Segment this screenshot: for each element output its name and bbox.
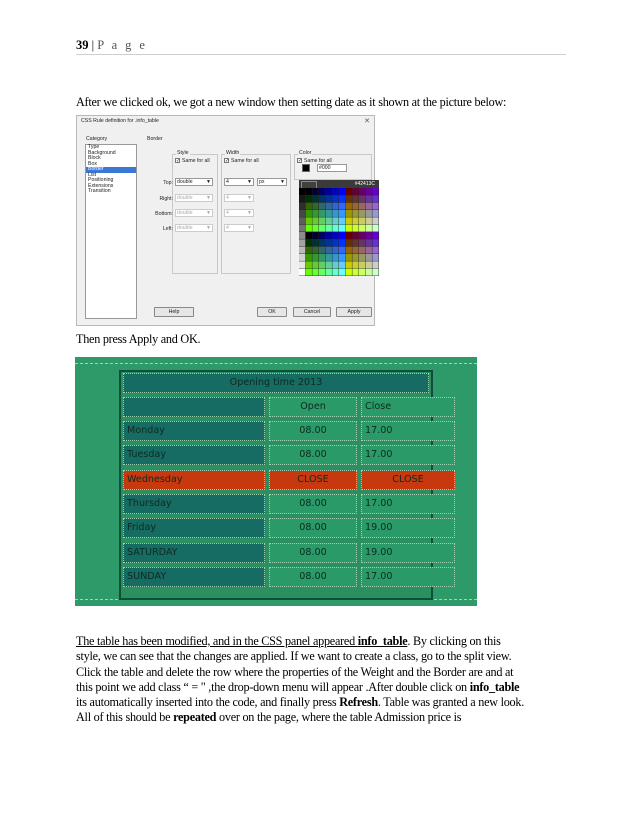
close-cell: CLOSE: [361, 470, 455, 490]
palette-swatch: [339, 232, 345, 239]
category-list: [85, 144, 137, 319]
palette-swatch: [326, 195, 332, 202]
body-line-6: [76, 710, 570, 725]
palette-swatch: [319, 261, 325, 268]
width-value: 4: [226, 195, 229, 201]
palette-swatch: [346, 232, 352, 239]
palette-swatch: [346, 261, 352, 268]
css-rule-dialog-screenshot: [76, 115, 375, 326]
palette-swatch: [312, 195, 318, 202]
palette-swatch: [306, 203, 312, 210]
table-title: Opening time 2013: [123, 373, 429, 393]
palette-swatch: [312, 188, 318, 195]
palette-swatch: [346, 203, 352, 210]
palette-swatch: [332, 269, 338, 276]
palette-swatch: [346, 225, 352, 232]
style-same-label: Same for all: [182, 158, 210, 164]
palette-swatch: [332, 203, 338, 210]
category-item: Background: [88, 149, 116, 156]
body-text: All of this should be: [76, 710, 174, 725]
palette-swatch: [332, 232, 338, 239]
body-line-5: [76, 695, 570, 710]
row-label-right: Right:: [159, 196, 173, 202]
body-text: its automatically inserted into the code, and finally press: [76, 695, 340, 710]
chevron-down-icon: ▼: [247, 179, 252, 185]
cancel-button: Cancel: [293, 307, 331, 317]
palette-swatch: [326, 269, 332, 276]
row-label-bottom: Bottom:: [155, 211, 173, 217]
close-cell: 19.00: [361, 518, 455, 538]
palette-swatch: [339, 195, 345, 202]
palette-swatch: [319, 188, 325, 195]
opening-time-table-screenshot: [75, 357, 477, 606]
close-cell: 17.00: [361, 421, 455, 441]
close-cell: 19.00: [361, 543, 455, 563]
palette-swatch: [306, 217, 312, 224]
palette-swatch: [306, 269, 312, 276]
page-header: [76, 38, 147, 53]
body-bold: info_table: [469, 679, 520, 694]
category-item: Extensions: [88, 182, 114, 189]
chevron-down-icon: ▼: [206, 179, 211, 185]
header-rule: [76, 54, 566, 55]
palette-swatch: [326, 247, 332, 254]
category-label: Category: [86, 136, 108, 142]
palette-swatch: [319, 195, 325, 202]
palette-swatch: [306, 247, 312, 254]
style-same-checkbox: ✓: [176, 158, 181, 164]
close-icon: ✕: [364, 118, 370, 125]
palette-swatch: [372, 269, 378, 276]
body-line-3: Click the table and delete the row where the properties of the Weight and the Border are and at: [76, 664, 514, 679]
palette-swatch: [352, 225, 358, 232]
color-field: #000: [317, 164, 347, 172]
dialog-title: CSS Rule definition for .info_table: [81, 118, 159, 124]
palette-swatch: [306, 188, 312, 195]
palette-swatch: [339, 261, 345, 268]
palette-swatch: [346, 254, 352, 261]
palette-swatch: [352, 188, 358, 195]
palette-swatch: [366, 195, 372, 202]
body-text: The table has been modified, and in the CSS panel appeared: [76, 634, 358, 648]
palette-swatch: [319, 239, 325, 246]
category-item: Block: [88, 155, 101, 161]
palette-swatch: [339, 203, 345, 210]
body-bold: repeated: [173, 710, 217, 725]
page-number: 39: [76, 38, 89, 52]
unit-value: px: [259, 179, 265, 185]
palette-swatch: [332, 195, 338, 202]
palette-swatch: [346, 239, 352, 246]
palette-swatch: [326, 254, 332, 261]
palette-swatch: [326, 261, 332, 268]
palette-swatch: [306, 195, 312, 202]
palette-swatch: [339, 239, 345, 246]
row-label-left: Left:: [162, 226, 173, 232]
palette-swatch: [299, 239, 305, 246]
body-paragraph: [76, 634, 570, 726]
palette-swatch: [306, 261, 312, 268]
width-select-right: [224, 194, 254, 202]
chevron-down-icon: ▼: [206, 195, 211, 201]
palette-swatch: [299, 261, 305, 268]
palette-swatch: [366, 217, 372, 224]
close-cell: 17.00: [361, 445, 455, 465]
palette-swatch: [332, 225, 338, 232]
palette-swatch: [372, 195, 378, 202]
palette-swatch: [319, 210, 325, 217]
palette-swatch: [326, 217, 332, 224]
category-item: Transition: [88, 188, 111, 194]
palette-swatch: [352, 247, 358, 254]
palette-swatch: [366, 203, 372, 210]
help-button: Help: [154, 307, 194, 317]
palette-swatch: [326, 188, 332, 195]
color-palette: [299, 188, 379, 276]
palette-swatch: [299, 254, 305, 261]
header-separator: |: [91, 38, 95, 52]
body-text: this point we add class “ = " ,the drop-down menu will appear .After double click on: [76, 679, 470, 694]
body-line-1: [76, 634, 570, 649]
palette-swatch: [332, 247, 338, 254]
palette-swatch: [352, 269, 358, 276]
palette-swatch: [299, 203, 305, 210]
palette-swatch: [359, 217, 365, 224]
palette-swatch: [299, 225, 305, 232]
category-item: Positioning: [88, 177, 114, 183]
unit-select-top: [257, 178, 287, 186]
palette-swatch: [332, 261, 338, 268]
width-select-top: [224, 178, 254, 186]
chevron-down-icon: ▼: [280, 179, 285, 185]
palette-swatch: [319, 203, 325, 210]
page-word: P a g e: [97, 38, 148, 52]
open-cell: CLOSE: [269, 470, 357, 490]
style-value: double: [177, 225, 193, 231]
style-value: double: [177, 179, 193, 185]
palette-swatch: [339, 210, 345, 217]
color-same-checkbox: ✓: [298, 158, 303, 164]
palette-swatch: [306, 225, 312, 232]
style-select-left: [175, 224, 213, 232]
border-label: Border: [147, 136, 163, 142]
palette-swatch: [312, 269, 318, 276]
palette-swatch: [372, 203, 378, 210]
palette-swatch: [306, 254, 312, 261]
width-value: 4: [226, 179, 229, 185]
palette-swatch: [332, 254, 338, 261]
palette-swatch: [346, 217, 352, 224]
palette-swatch: [359, 203, 365, 210]
palette-swatch: [352, 254, 358, 261]
open-cell: 08.00: [269, 421, 357, 441]
palette-swatch: [299, 195, 305, 202]
width-select-left: [224, 224, 254, 232]
palette-swatch: [359, 254, 365, 261]
width-value: 4: [226, 225, 229, 231]
palette-swatch: [359, 195, 365, 202]
chevron-down-icon: ▼: [247, 210, 252, 216]
palette-swatch: [372, 247, 378, 254]
chevron-down-icon: ▼: [206, 225, 211, 231]
close-cell: 17.00: [361, 494, 455, 514]
palette-swatch: [326, 210, 332, 217]
palette-swatch: [312, 232, 318, 239]
palette-swatch: [352, 217, 358, 224]
day-cell: Tuesday: [123, 445, 265, 465]
palette-swatch: [312, 247, 318, 254]
body-text: over on the page, where the table Admission price is: [216, 710, 462, 725]
width-same-checkbox: ✓: [225, 158, 230, 164]
palette-swatch: [352, 210, 358, 217]
palette-swatch: [366, 188, 372, 195]
dashed-line-top: [75, 363, 477, 364]
palette-swatch: [372, 210, 378, 217]
palette-swatch: [372, 188, 378, 195]
palette-swatch: [366, 239, 372, 246]
apply-paragraph: Then press Apply and OK.: [76, 332, 201, 346]
chevron-down-icon: ▼: [206, 210, 211, 216]
day-cell: Monday: [123, 421, 265, 441]
style-select-bottom: [175, 209, 213, 217]
open-cell: 08.00: [269, 543, 357, 563]
row-label-top: Top:: [163, 180, 173, 186]
header-empty-cell: [123, 397, 265, 417]
palette-swatch: [306, 210, 312, 217]
palette-swatch: [366, 225, 372, 232]
palette-swatch: [299, 247, 305, 254]
palette-swatch: [339, 217, 345, 224]
body-text: . Table was granted a new look.: [377, 695, 525, 710]
palette-swatch: [372, 232, 378, 239]
close-cell: 17.00: [361, 567, 455, 587]
color-label: Color: [299, 150, 312, 156]
palette-swatch: [299, 269, 305, 276]
open-cell: 08.00: [269, 518, 357, 538]
day-cell: Thursday: [123, 494, 265, 514]
palette-swatch: [312, 225, 318, 232]
palette-swatch: [359, 261, 365, 268]
palette-swatch: [312, 217, 318, 224]
palette-swatch: [319, 225, 325, 232]
chevron-down-icon: ▼: [247, 195, 252, 201]
palette-swatch: [326, 203, 332, 210]
palette-swatch: [312, 203, 318, 210]
palette-swatch: [366, 210, 372, 217]
palette-swatch: [332, 239, 338, 246]
header-close: Close: [361, 397, 455, 417]
palette-swatch: [332, 210, 338, 217]
palette-swatch: [339, 247, 345, 254]
style-select-top: [175, 178, 213, 186]
open-cell: 08.00: [269, 567, 357, 587]
color-swatch: [302, 164, 310, 172]
palette-swatch: [366, 261, 372, 268]
palette-swatch: [326, 239, 332, 246]
color-same-label: Same for all: [304, 158, 332, 164]
style-select-right: [175, 194, 213, 202]
style-label: Style: [177, 150, 189, 156]
day-cell: Friday: [123, 518, 265, 538]
palette-swatch: [346, 269, 352, 276]
category-item-selected: Border: [86, 167, 136, 173]
palette-swatch: [372, 217, 378, 224]
palette-swatch: [366, 254, 372, 261]
palette-swatch: [352, 195, 358, 202]
palette-swatch: [299, 217, 305, 224]
style-value: double: [177, 195, 193, 201]
width-select-bottom: [224, 209, 254, 217]
palette-swatch: [372, 261, 378, 268]
palette-swatch: [299, 232, 305, 239]
palette-swatch: [312, 261, 318, 268]
palette-swatch: [326, 225, 332, 232]
palette-swatch: [339, 225, 345, 232]
palette-swatch: [339, 269, 345, 276]
style-value: double: [177, 210, 193, 216]
body-bold: Refresh: [339, 695, 378, 710]
palette-swatch: [299, 188, 305, 195]
palette-swatch: [326, 232, 332, 239]
palette-swatch: [306, 239, 312, 246]
body-text: . By clicking on this: [407, 634, 501, 648]
picked-color-value: #42413C: [354, 181, 375, 187]
open-cell: 08.00: [269, 494, 357, 514]
palette-swatch: [359, 210, 365, 217]
body-line-4: [76, 680, 570, 695]
palette-swatch: [372, 254, 378, 261]
palette-swatch: [366, 247, 372, 254]
category-item: Type: [88, 144, 100, 150]
width-same-label: Same for all: [231, 158, 259, 164]
day-cell: Wednesday: [123, 470, 265, 490]
palette-swatch: [339, 188, 345, 195]
day-cell: SUNDAY: [123, 567, 265, 587]
palette-swatch: [312, 239, 318, 246]
palette-swatch: [319, 247, 325, 254]
palette-swatch: [346, 247, 352, 254]
palette-swatch: [352, 232, 358, 239]
palette-swatch: [332, 217, 338, 224]
width-label: Width: [226, 150, 240, 156]
palette-swatch: [359, 269, 365, 276]
header-open: Open: [269, 397, 357, 417]
palette-swatch: [332, 188, 338, 195]
width-value: 4: [226, 210, 229, 216]
palette-swatch: [319, 232, 325, 239]
palette-swatch: [319, 269, 325, 276]
day-cell: SATURDAY: [123, 543, 265, 563]
category-item: Box: [88, 160, 97, 167]
palette-swatch: [359, 247, 365, 254]
palette-swatch: [312, 254, 318, 261]
apply-button: Apply: [336, 307, 372, 317]
palette-swatch: [346, 195, 352, 202]
body-bold: info_table: [357, 634, 408, 648]
palette-swatch: [372, 225, 378, 232]
palette-swatch: [366, 232, 372, 239]
category-item: List: [88, 171, 97, 178]
palette-swatch: [372, 239, 378, 246]
palette-swatch: [319, 254, 325, 261]
palette-swatch: [306, 232, 312, 239]
body-line-2: style, we can see that the changes are applied. If we want to create a class, go to the split view.: [76, 649, 512, 664]
ok-button: OK: [257, 307, 287, 317]
palette-swatch: [352, 261, 358, 268]
open-cell: 08.00: [269, 445, 357, 465]
palette-swatch: [312, 210, 318, 217]
palette-swatch: [359, 188, 365, 195]
palette-swatch: [319, 217, 325, 224]
palette-swatch: [299, 210, 305, 217]
palette-swatch: [352, 203, 358, 210]
chevron-down-icon: ▼: [247, 225, 252, 231]
palette-swatch: [346, 210, 352, 217]
palette-swatch: [352, 239, 358, 246]
palette-swatch: [359, 232, 365, 239]
palette-swatch: [346, 188, 352, 195]
palette-swatch: [339, 254, 345, 261]
palette-swatch: [359, 225, 365, 232]
palette-swatch: [359, 239, 365, 246]
intro-paragraph: After we clicked ok, we got a new window then setting date as it shown at the picture below:: [76, 95, 507, 109]
palette-swatch: [366, 269, 372, 276]
